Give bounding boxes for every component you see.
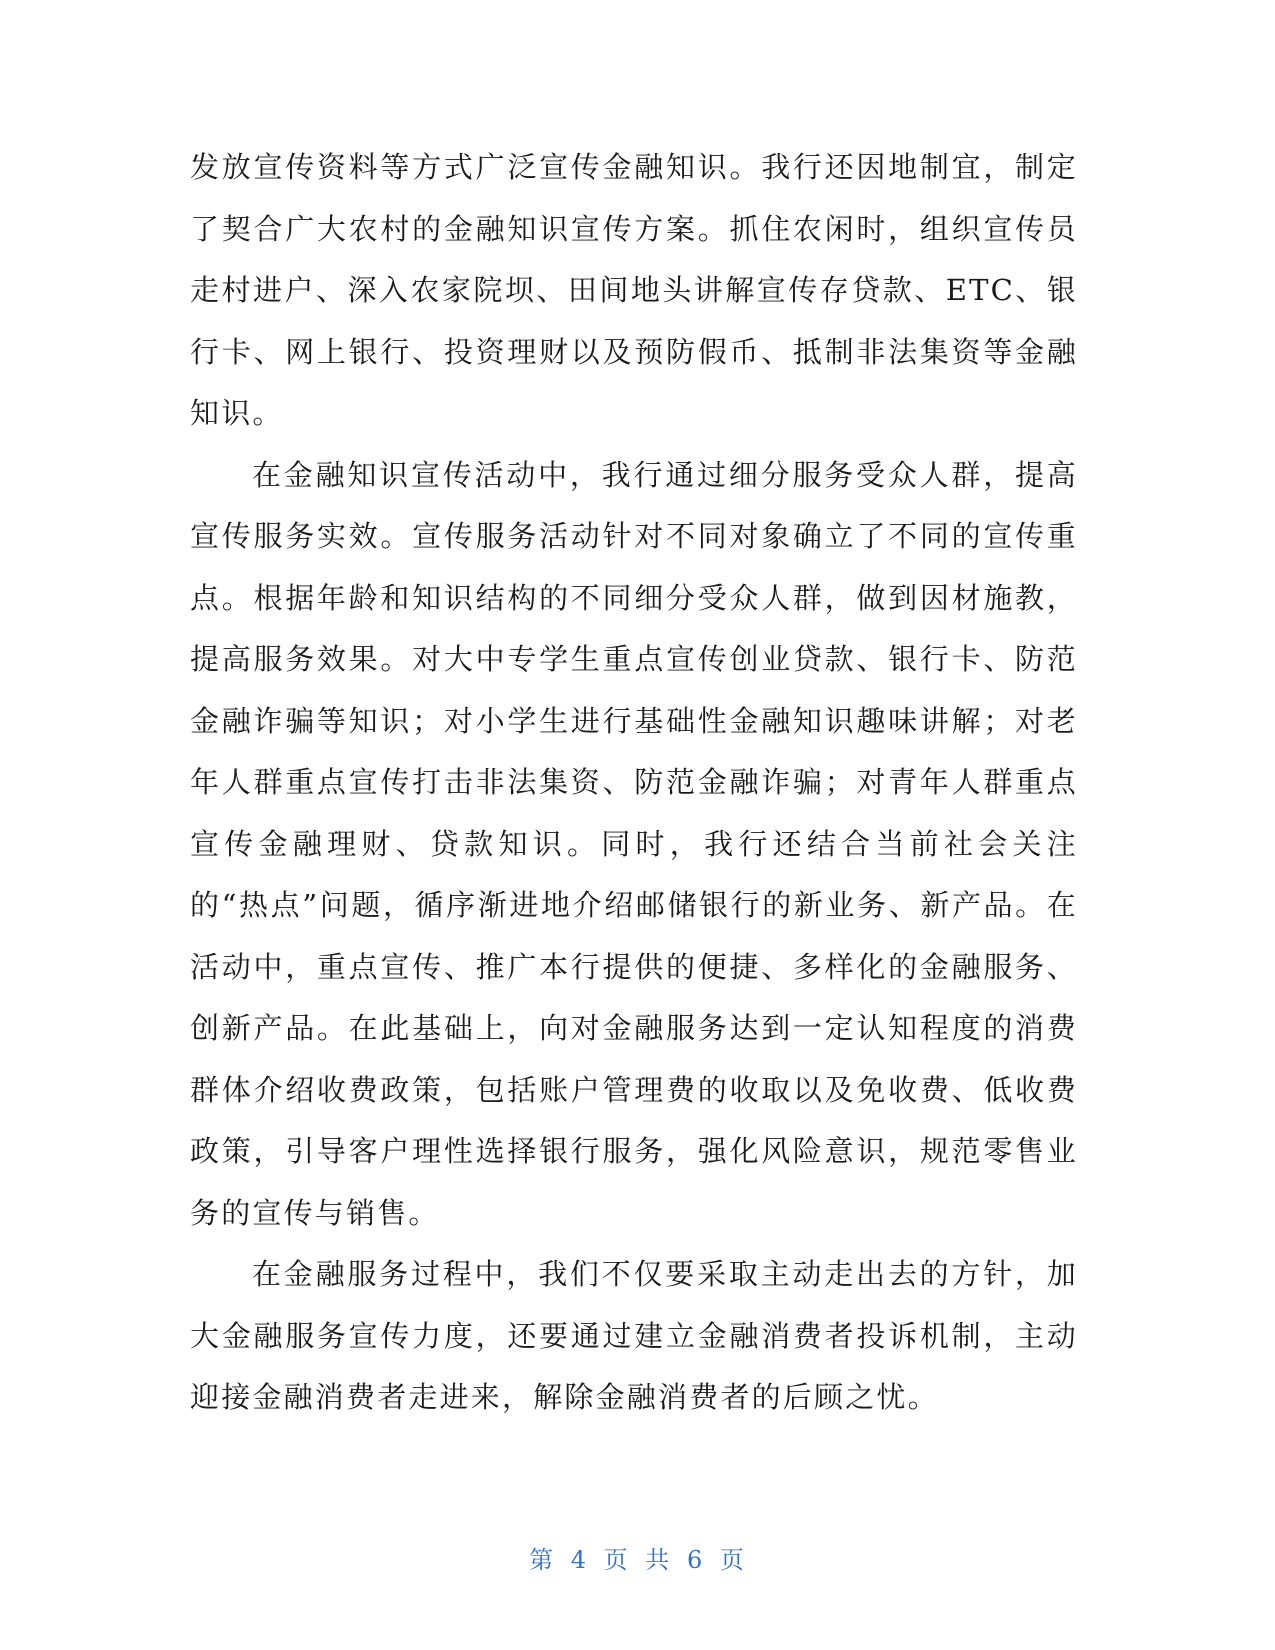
paragraph-1: 发放宣传资料等方式广泛宣传金融知识。我行还因地制宜，制定了契合广大农村的金融知识宣传方案。抓住农闲时，组织宣传员走村进户、深入农家院坝、田间地头讲解宣传存贷款、ETC、银行卡、网上银行、投资理财以及预防假币、抵制非法集资等金融知识。 (190, 150, 1078, 430)
page-number-footer: 第 4 页 共 6 页 (529, 1546, 746, 1574)
paragraph-3: 在金融服务过程中，我们不仅要采取主动走出去的方针，加大金融服务宣传力度，还要通过建立金融消费者投诉机制，主动迎接金融消费者走进来，解除金融消费者的后顾之忧。 (190, 1257, 1078, 1414)
document-body (190, 137, 1078, 1429)
paragraph-2: 在金融知识宣传活动中，我行通过细分服务受众人群，提高宣传服务实效。宣传服务活动针对不同对象确立了不同的宣传重点。根据年龄和知识结构的不同细分受众人群，做到因材施教，提高服务效果。对大中专学生重点宣传创业贷款、银行卡、防范金融诈骗等知识；对小学生进行基础性金融知识趣味讲解；对老年人群重点宣传打击非法集资、防范金融诈骗；对青年人群重点宣传金融理财、贷款知识。同时，我行还结合当前社会关注的“热点”问题，循序渐进地介绍邮储银行的新业务、新产品。在活动中，重点宣传、推广本行提供的便捷、多样化的金融服务、创新产品。在此基础上，向对金融服务达到一定认知程度的消费群体介绍收费政策，包括账户管理费的收取以及免收费、低收费政策，引导客户理性选择银行服务，强化风险意识，规范零售业务的宣传与销售。 (190, 457, 1078, 1230)
